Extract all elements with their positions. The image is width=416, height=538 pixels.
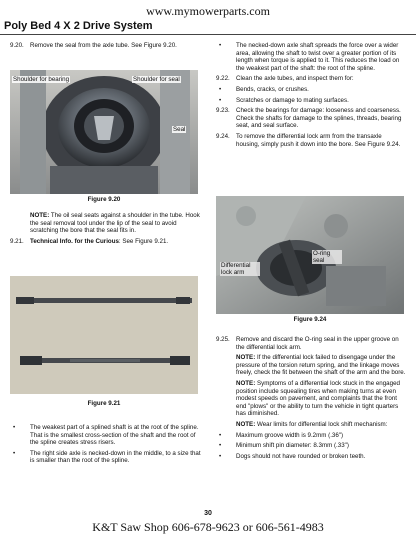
bullet-spread-force bbox=[216, 42, 406, 72]
step-9-22 bbox=[216, 75, 406, 83]
label-shoulder-seal: Shoulder for seal bbox=[133, 76, 180, 83]
bullet-dot: • bbox=[219, 85, 222, 93]
bullet-text: Maximum groove width is 9.2mm (.36") bbox=[236, 431, 344, 439]
right-column-bottom bbox=[216, 336, 406, 463]
step-number: 9.24. bbox=[216, 132, 230, 140]
step-text: Remove the seal from the axle tube. See Figure 9.20. bbox=[30, 42, 177, 49]
left-bullets bbox=[10, 424, 202, 468]
note-oil-seal bbox=[10, 212, 202, 235]
step-number: 9.22. bbox=[216, 75, 230, 83]
left-column bbox=[10, 42, 202, 53]
left-notes bbox=[10, 212, 202, 248]
step-text: To remove the differential lock arm from the transaxle housing, simply push it down into the bore. See Figure 9.24. bbox=[236, 132, 401, 148]
note-text: Wear limits for differential lock shift mechanism: bbox=[256, 420, 388, 428]
step-9-20 bbox=[10, 42, 202, 50]
figure-9-20-photo bbox=[10, 70, 198, 194]
bullet-text: The right side axle is necked-down in the middle, to a size that is smaller than the root of the spline. bbox=[30, 449, 201, 465]
bullet-text: Scratches or damage to mating surfaces. bbox=[236, 96, 349, 104]
bullet-dot: • bbox=[13, 424, 16, 431]
label-oring-seal: O-ring seal bbox=[312, 250, 342, 264]
footer-contact: K&T Saw Shop 606-678-9623 or 606-561-4983 bbox=[92, 520, 324, 534]
step-number: 9.21. bbox=[10, 237, 24, 245]
site-url: www.mymowerparts.com bbox=[146, 4, 270, 18]
bullet-necked-down bbox=[10, 450, 202, 465]
bullet-scratches bbox=[216, 97, 406, 105]
tech-info-label: Technical Info. for the Curious bbox=[30, 237, 119, 245]
bullet-text: Bends, cracks, or crushes. bbox=[236, 85, 309, 93]
bullet-dot: • bbox=[219, 442, 222, 450]
bullet-text: The weakest part of a splined shaft is at the root of the spline. That is the smallest cross-section of the shaft and the root of the spline creates stress risers. bbox=[30, 424, 199, 447]
step-9-21 bbox=[10, 238, 202, 246]
step-text: Check the bearings for damage: looseness and coarseness. Check the shafts for damage to the splines, threads, bearing seat, and seal surface. bbox=[236, 107, 402, 130]
step-text: Remove and discard the O-ring seal in the upper groove on the differential lock arm. bbox=[236, 336, 399, 351]
step-number: 9.25. bbox=[216, 336, 230, 343]
step-number: 9.23. bbox=[216, 107, 230, 115]
transaxle-photo bbox=[216, 196, 404, 314]
bullet-dot: • bbox=[219, 42, 222, 49]
bullet-bends bbox=[216, 86, 406, 94]
figure-9-24-photo bbox=[216, 196, 404, 314]
step-9-25 bbox=[216, 336, 406, 351]
note-label: NOTE: bbox=[236, 354, 256, 362]
figure-9-21-photo bbox=[10, 276, 198, 394]
figure-9-24-caption: Figure 9.24 bbox=[293, 316, 327, 323]
step-text: : See Figure 9.21. bbox=[118, 237, 169, 245]
axle-tube-photo bbox=[10, 70, 198, 194]
step-9-23 bbox=[216, 107, 406, 130]
bullet-text: The necked-down axle shaft spreads the force over a wider area, allowing the shaft to twist over a greater portion of its length when torque is applied to it. This reduces the load on the weakest part of the shaft: the root of the spline. bbox=[236, 42, 400, 72]
label-seal: Seal bbox=[173, 126, 186, 133]
note-text: If the differential lock failed to disengage under the pressure of the torsion return spring, and the linkage moves freely, check the fit between the shaft of the arm and the bore. bbox=[236, 354, 406, 377]
bullet-dot: • bbox=[219, 452, 222, 460]
note-text: The oil seal seats against a shoulder in the tube. Hook the seal removal tool under the lip of the seal to avoid scratching the bore that the seal fits in. bbox=[30, 212, 200, 235]
bullet-dogs-teeth bbox=[216, 453, 406, 461]
step-text: Clean the axle tubes, and inspect them for: bbox=[236, 75, 354, 83]
page-number: 30 bbox=[204, 510, 212, 517]
axle-shafts-photo bbox=[10, 276, 198, 394]
note-label: NOTE: bbox=[236, 420, 256, 428]
header-rule bbox=[0, 34, 416, 35]
bullet-text: Minimum shift pin diameter: 8.3mm (.33") bbox=[236, 442, 349, 450]
note-symptoms bbox=[216, 380, 406, 418]
bullet-weakest-part bbox=[10, 424, 202, 447]
bullet-dot: • bbox=[219, 96, 222, 104]
note-wear-limits bbox=[216, 421, 406, 429]
bullet-dot: • bbox=[13, 449, 16, 457]
step-9-24 bbox=[216, 133, 406, 148]
label-differential-lock-arm: Differential lock arm bbox=[220, 262, 260, 276]
bullet-text: Dogs should not have rounded or broken teeth. bbox=[236, 452, 366, 460]
bullet-dot: • bbox=[219, 431, 222, 439]
step-number: 9.20. bbox=[10, 42, 24, 49]
figure-9-21-caption: Figure 9.21 bbox=[87, 400, 121, 407]
right-column-top bbox=[216, 42, 406, 151]
bullet-groove-width bbox=[216, 432, 406, 440]
section-title: Poly Bed 4 X 2 Drive System bbox=[4, 20, 153, 32]
note-text: Symptoms of a differential lock stuck in the engaged position include squealing tires when making turns at even modest speeds on pavement, and complaints that the front end "plows" or the ability to turn the vehicle in tight quarters has diminished. bbox=[236, 379, 400, 418]
figure-9-20-caption: Figure 9.20 bbox=[87, 196, 121, 203]
label-shoulder-bearing: Shoulder for bearing bbox=[13, 76, 70, 83]
note-lock-failed bbox=[216, 354, 406, 377]
bullet-pin-diameter bbox=[216, 442, 406, 450]
note-label: NOTE: bbox=[236, 379, 256, 387]
note-label: NOTE: bbox=[30, 212, 50, 219]
